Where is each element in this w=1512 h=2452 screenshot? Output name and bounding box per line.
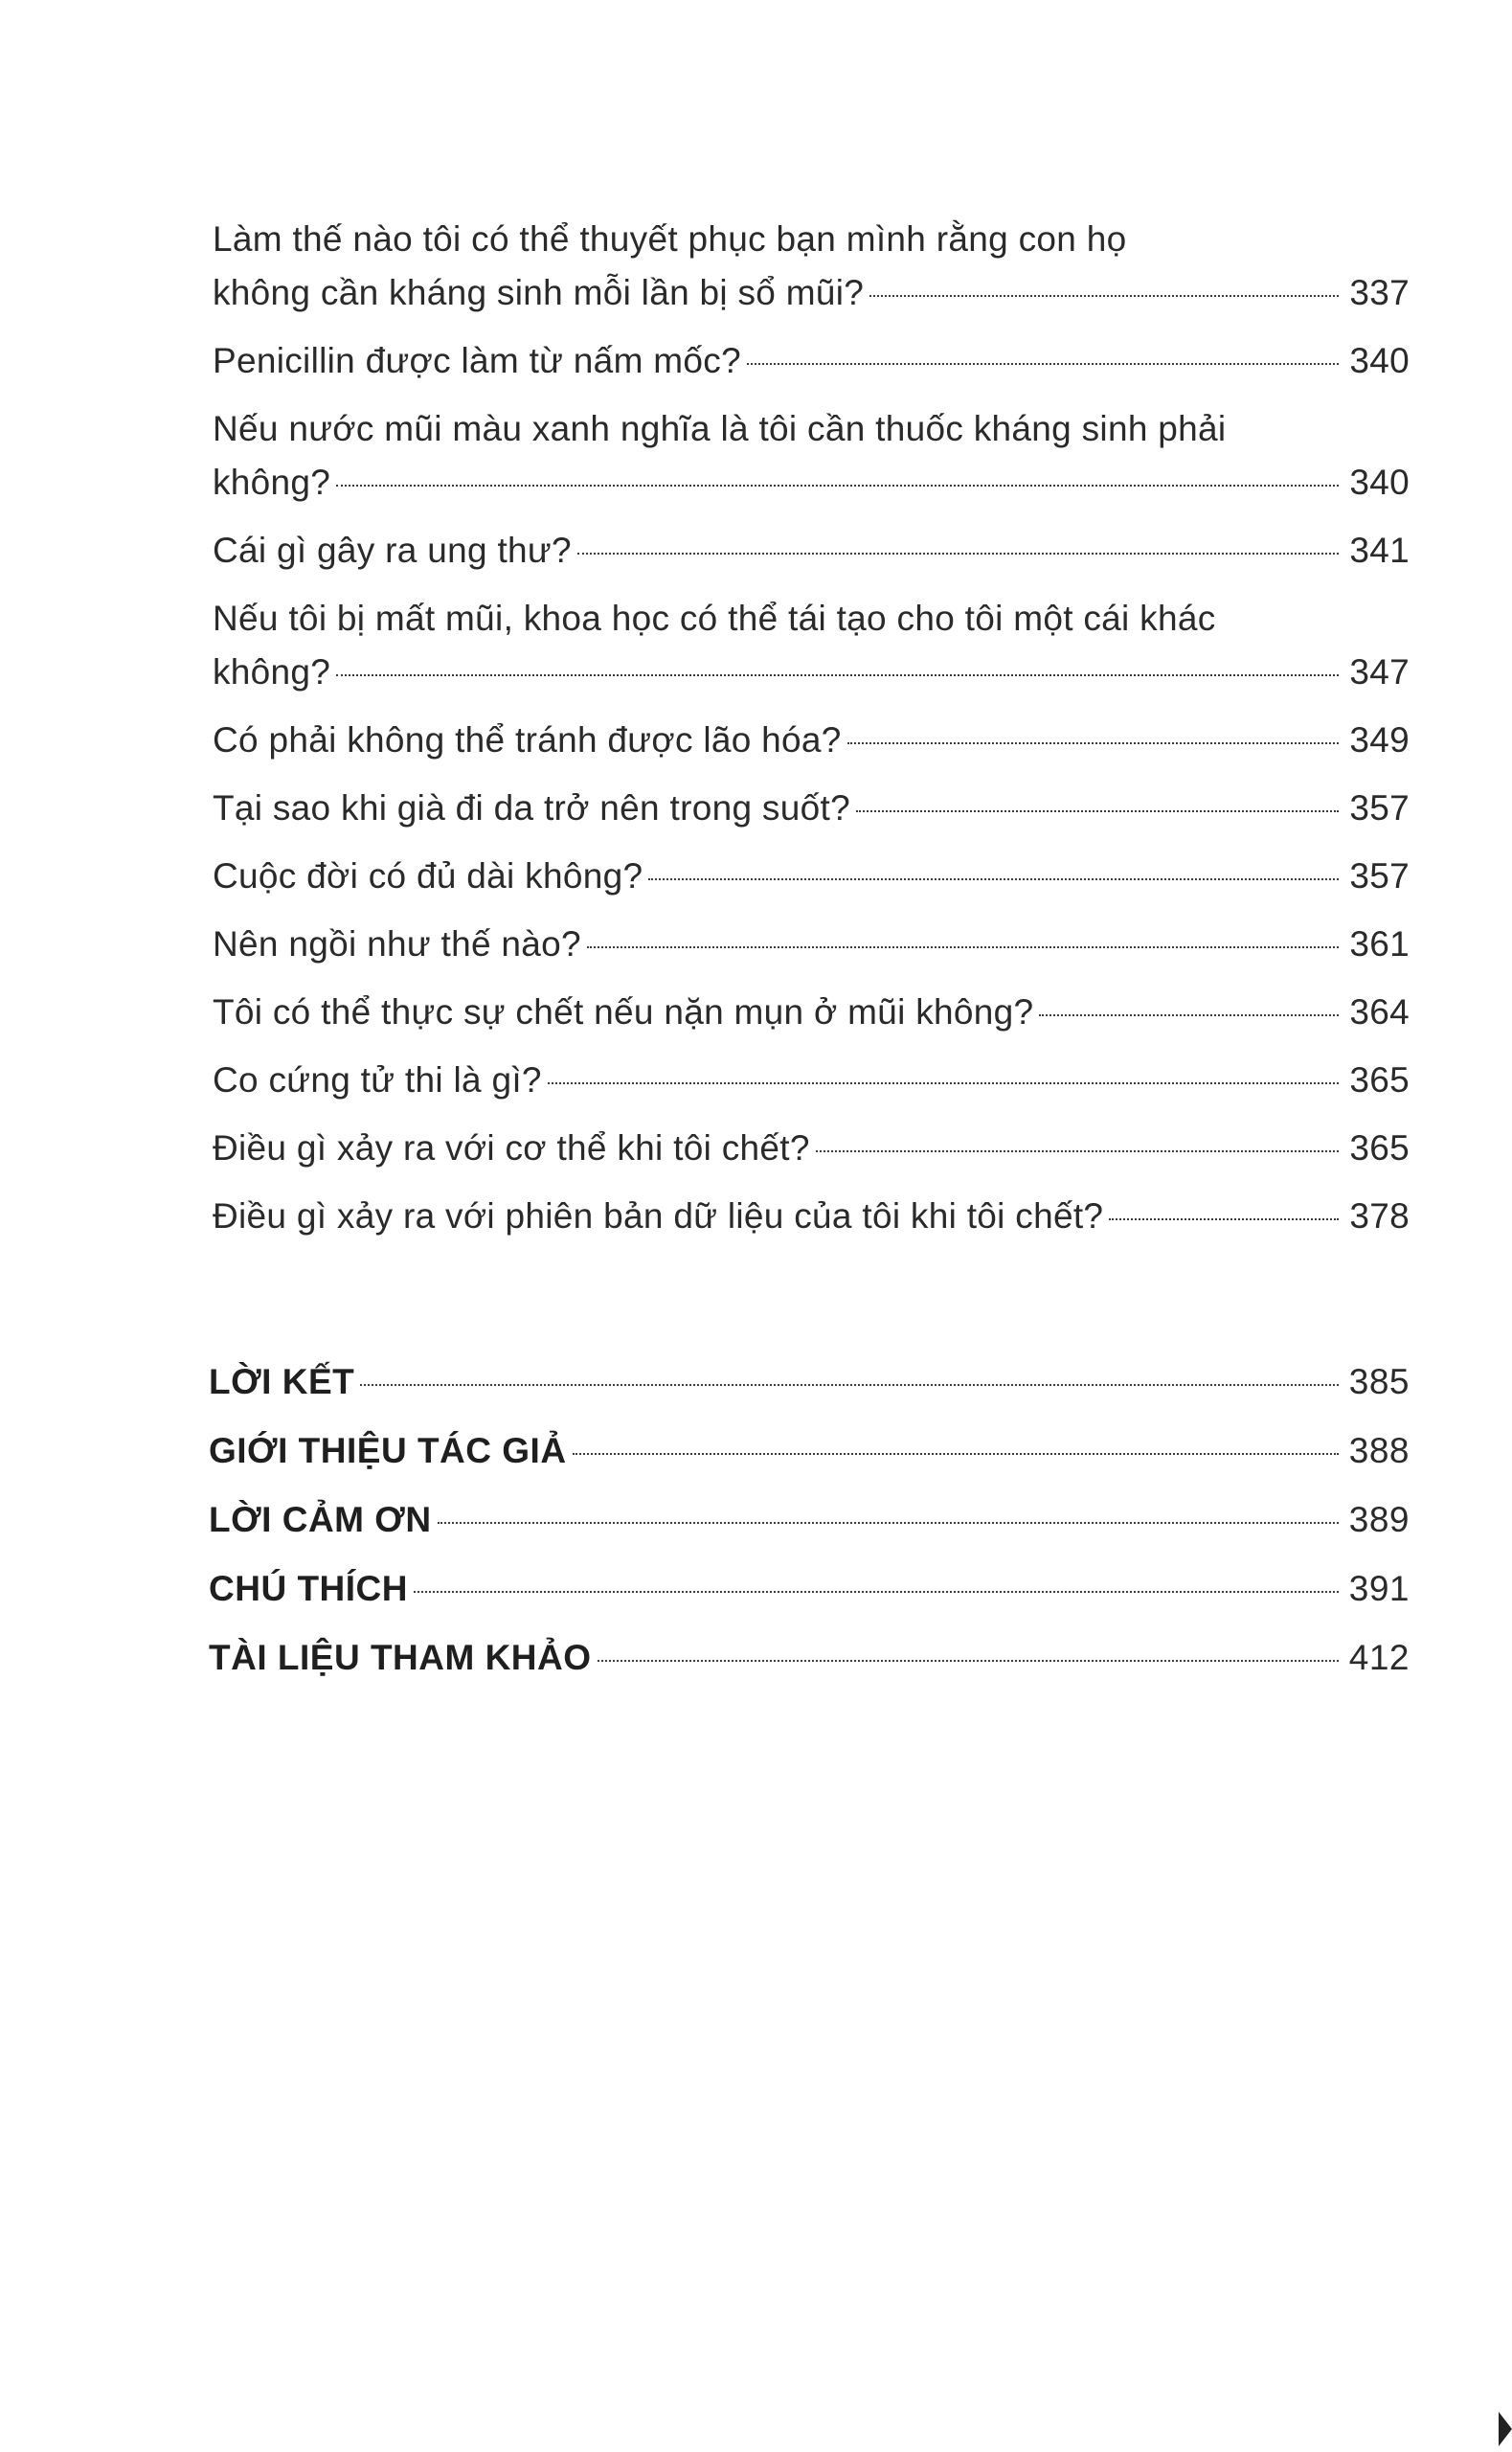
- toc-entry-title: Có phải không thể tránh được lão hóa?: [213, 720, 842, 760]
- dot-leader: [648, 878, 1339, 880]
- toc-entry-title: Điều gì xảy ra với cơ thể khi tôi chết?: [213, 1128, 810, 1168]
- dot-leader: [847, 742, 1339, 744]
- dot-leader: [577, 553, 1339, 555]
- dot-leader: [336, 674, 1339, 676]
- dot-leader: [548, 1082, 1339, 1084]
- toc-entry: [213, 334, 1410, 388]
- toc-page-number: 340: [1349, 463, 1410, 502]
- page-edge-marker: [1499, 2412, 1512, 2446]
- toc-page-number: 378: [1349, 1196, 1410, 1236]
- back-matter-list: [209, 1355, 1410, 1685]
- toc-page-number: 337: [1349, 273, 1410, 312]
- toc-entry: [213, 1054, 1410, 1107]
- toc-entry-title: Điều gì xảy ra với phiên bản dữ liệu của tôi khi tôi chết?: [213, 1196, 1104, 1236]
- toc-page-number: 364: [1349, 992, 1410, 1032]
- dot-leader: [747, 363, 1339, 365]
- dot-leader: [598, 1660, 1339, 1662]
- toc-page-number: 357: [1349, 788, 1410, 828]
- back-matter-page-number: 391: [1348, 1569, 1410, 1608]
- toc-entry-title: không cần kháng sinh mỗi lần bị sổ mũi?: [213, 273, 865, 312]
- toc-entry-title: Tôi có thể thực sự chết nếu nặn mụn ở mũi không?: [213, 992, 1034, 1032]
- back-matter-title: CHÚ THÍCH: [209, 1569, 408, 1608]
- back-matter-entry: [209, 1493, 1410, 1547]
- toc-entry: [213, 918, 1410, 971]
- back-matter-title: TÀI LIỆU THAM KHẢO: [209, 1638, 592, 1677]
- toc-entry-title-line: Nếu nước mũi màu xanh nghĩa là tôi cần thuốc kháng sinh phải: [213, 409, 1227, 448]
- toc-entry: [213, 592, 1410, 699]
- toc-page-number: 347: [1349, 652, 1410, 692]
- back-matter-entry: [209, 1424, 1410, 1478]
- toc-entry-title: Nên ngồi như thế nào?: [213, 924, 581, 964]
- toc-entry: [213, 1190, 1410, 1243]
- dot-leader: [336, 485, 1339, 487]
- dot-leader: [438, 1522, 1339, 1524]
- toc-page-number: 361: [1349, 924, 1410, 964]
- back-matter-title: LỜI KẾT: [209, 1362, 355, 1401]
- back-matter-title: GIỚI THIỆU TÁC GIẢ: [209, 1431, 567, 1470]
- toc-entry: [213, 213, 1410, 320]
- toc-page-number: 357: [1349, 856, 1410, 896]
- toc-entry-title: không?: [213, 652, 331, 692]
- toc-entry-title: không?: [213, 463, 331, 502]
- toc-page-number: 341: [1349, 531, 1410, 570]
- back-matter-title: LỜI CẢM ƠN: [209, 1500, 432, 1539]
- dot-leader: [587, 946, 1339, 948]
- table-of-contents: [213, 213, 1410, 1243]
- back-matter-entry: [209, 1631, 1410, 1685]
- back-matter-page-number: 388: [1348, 1431, 1410, 1470]
- toc-entry: [213, 850, 1410, 903]
- toc-page-number: 365: [1349, 1060, 1410, 1100]
- toc-page-number: 365: [1349, 1128, 1410, 1168]
- toc-page-number: 340: [1349, 341, 1410, 380]
- toc-entry: [213, 986, 1410, 1039]
- dot-leader: [856, 810, 1339, 812]
- toc-entry: [213, 1122, 1410, 1175]
- toc-entry: [213, 524, 1410, 578]
- dot-leader: [414, 1591, 1339, 1593]
- back-matter-entry: [209, 1562, 1410, 1616]
- dot-leader: [360, 1384, 1339, 1386]
- back-matter-page-number: 389: [1348, 1500, 1410, 1539]
- toc-entry: [213, 402, 1410, 510]
- toc-page-number: 349: [1349, 720, 1410, 760]
- dot-leader: [1109, 1218, 1339, 1220]
- toc-entry-title-line: Làm thế nào tôi có thể thuyết phục bạn mình rằng con họ: [213, 219, 1127, 259]
- back-matter-entry: [209, 1355, 1410, 1409]
- toc-entry-title: Penicillin được làm từ nấm mốc?: [213, 341, 741, 380]
- toc-entry-title: Co cứng tử thi là gì?: [213, 1060, 542, 1100]
- back-matter-page-number: 385: [1348, 1362, 1410, 1401]
- dot-leader: [573, 1453, 1339, 1455]
- back-matter-page-number: 412: [1348, 1638, 1410, 1677]
- dot-leader: [1039, 1014, 1339, 1016]
- dot-leader: [869, 295, 1339, 297]
- toc-entry: [213, 714, 1410, 767]
- toc-entry: [213, 782, 1410, 835]
- toc-entry-title: Cuộc đời có đủ dài không?: [213, 856, 643, 896]
- dot-leader: [816, 1150, 1339, 1152]
- toc-entry-title: Cái gì gây ra ung thư?: [213, 531, 572, 570]
- toc-entry-title: Tại sao khi già đi da trở nên trong suốt?: [213, 788, 850, 828]
- toc-entry-title-line: Nếu tôi bị mất mũi, khoa học có thể tái tạo cho tôi một cái khác: [213, 599, 1216, 638]
